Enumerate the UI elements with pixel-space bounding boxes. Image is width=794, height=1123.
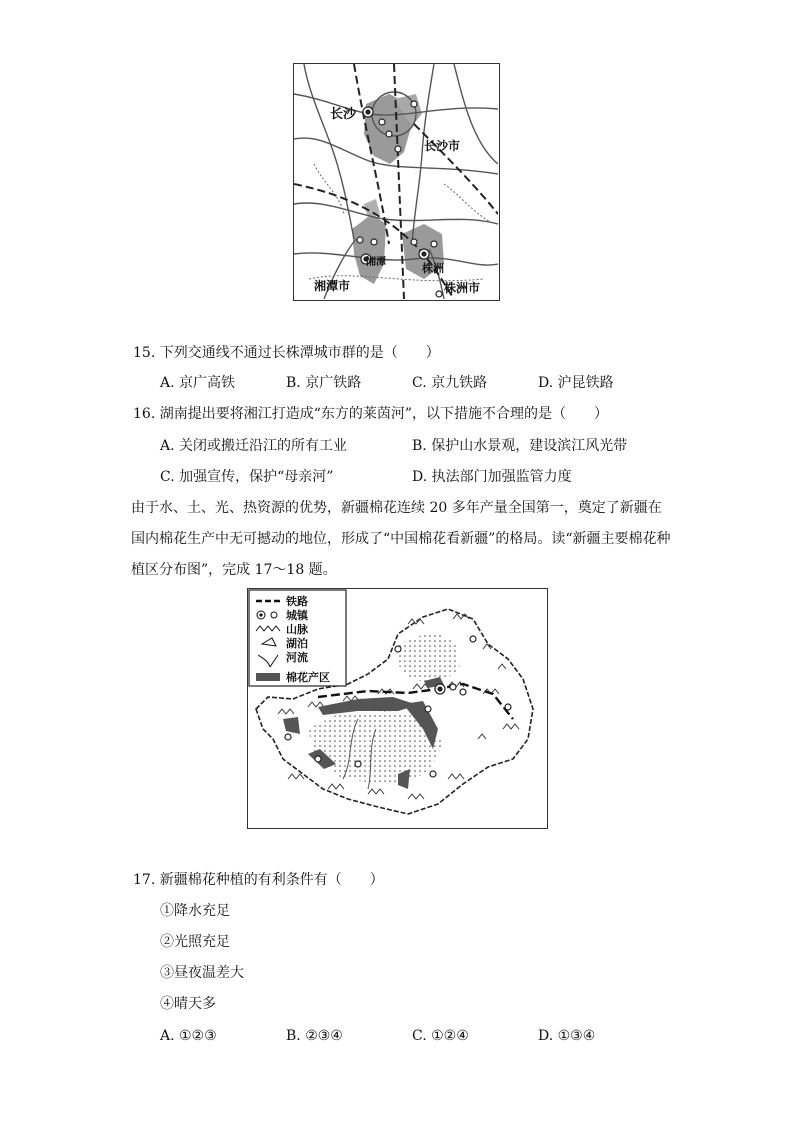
reading-passage: 由于水、土、光、热资源的优势，新疆棉花连续 20 多年产量全国第一，奠定了新疆在国内棉花生产中无可撼动的地位，形成了“中国棉花看新疆”的格局。读“新疆主要棉花种植区分布图”，完成 17～18 题。	[131, 500, 671, 578]
question-17-option-c[interactable]: C. ①②④	[412, 1028, 469, 1044]
question-15-stem: 15. 下列交通线不通过长株潭城市群的是（ ）	[133, 345, 440, 361]
map-label-zhuzhou: 株洲	[422, 262, 444, 275]
question-17-option-b[interactable]: B. ②③④	[286, 1028, 343, 1044]
map-label-xiangtan: 湘潭	[366, 257, 386, 268]
legend-railway: 铁路	[286, 595, 308, 608]
question-17-item-1: ①降水充足	[160, 903, 230, 919]
question-16-stem: 16. 湖南提出要将湘江打造成“东方的莱茵河”，以下措施不合理的是（ ）	[133, 406, 609, 422]
legend-town: 城镇	[286, 609, 308, 622]
question-17-item-3: ③昼夜温差大	[160, 965, 244, 981]
question-16-option-a[interactable]: A. 关闭或搬迁沿江的所有工业	[160, 438, 348, 454]
chang-zhu-tan-map	[293, 63, 500, 301]
legend-river: 河流	[286, 651, 308, 664]
question-17-item-2: ②光照充足	[160, 934, 230, 950]
map-label-changsha-shi: 长沙市	[424, 139, 461, 153]
xinjiang-cotton-map-graphic	[248, 589, 546, 827]
question-17-stem: 17. 新疆棉花种植的有利条件有（ ）	[133, 872, 384, 888]
chang-zhu-tan-map-graphic	[294, 64, 498, 299]
map-label-zhuzhou-shi: 株洲市	[444, 281, 481, 295]
question-17-item-4: ④晴天多	[160, 996, 216, 1012]
question-16-option-d[interactable]: D. 执法部门加强监管力度	[412, 469, 572, 485]
map-label-changsha: 长沙	[330, 107, 357, 122]
xinjiang-cotton-map	[247, 588, 548, 829]
question-15-option-d[interactable]: D. 沪昆铁路	[538, 375, 614, 391]
legend-cotton-area: 棉花产区	[286, 671, 330, 684]
question-15-option-a[interactable]: A. 京广高铁	[160, 375, 236, 391]
question-16-option-b[interactable]: B. 保护山水景观，建设滨江风光带	[412, 438, 628, 454]
legend-mountain: 山脉	[286, 623, 308, 636]
question-15-option-b[interactable]: B. 京广铁路	[286, 375, 362, 391]
map-label-xiangtan-shi: 湘潭市	[314, 279, 351, 293]
legend-lake: 湖泊	[286, 637, 308, 650]
question-15-option-c[interactable]: C. 京九铁路	[412, 375, 488, 391]
question-16-option-c[interactable]: C. 加强宣传，保护“母亲河”	[160, 469, 334, 485]
question-17-option-d[interactable]: D. ①③④	[538, 1028, 596, 1044]
question-17-option-a[interactable]: A. ①②③	[160, 1028, 217, 1044]
